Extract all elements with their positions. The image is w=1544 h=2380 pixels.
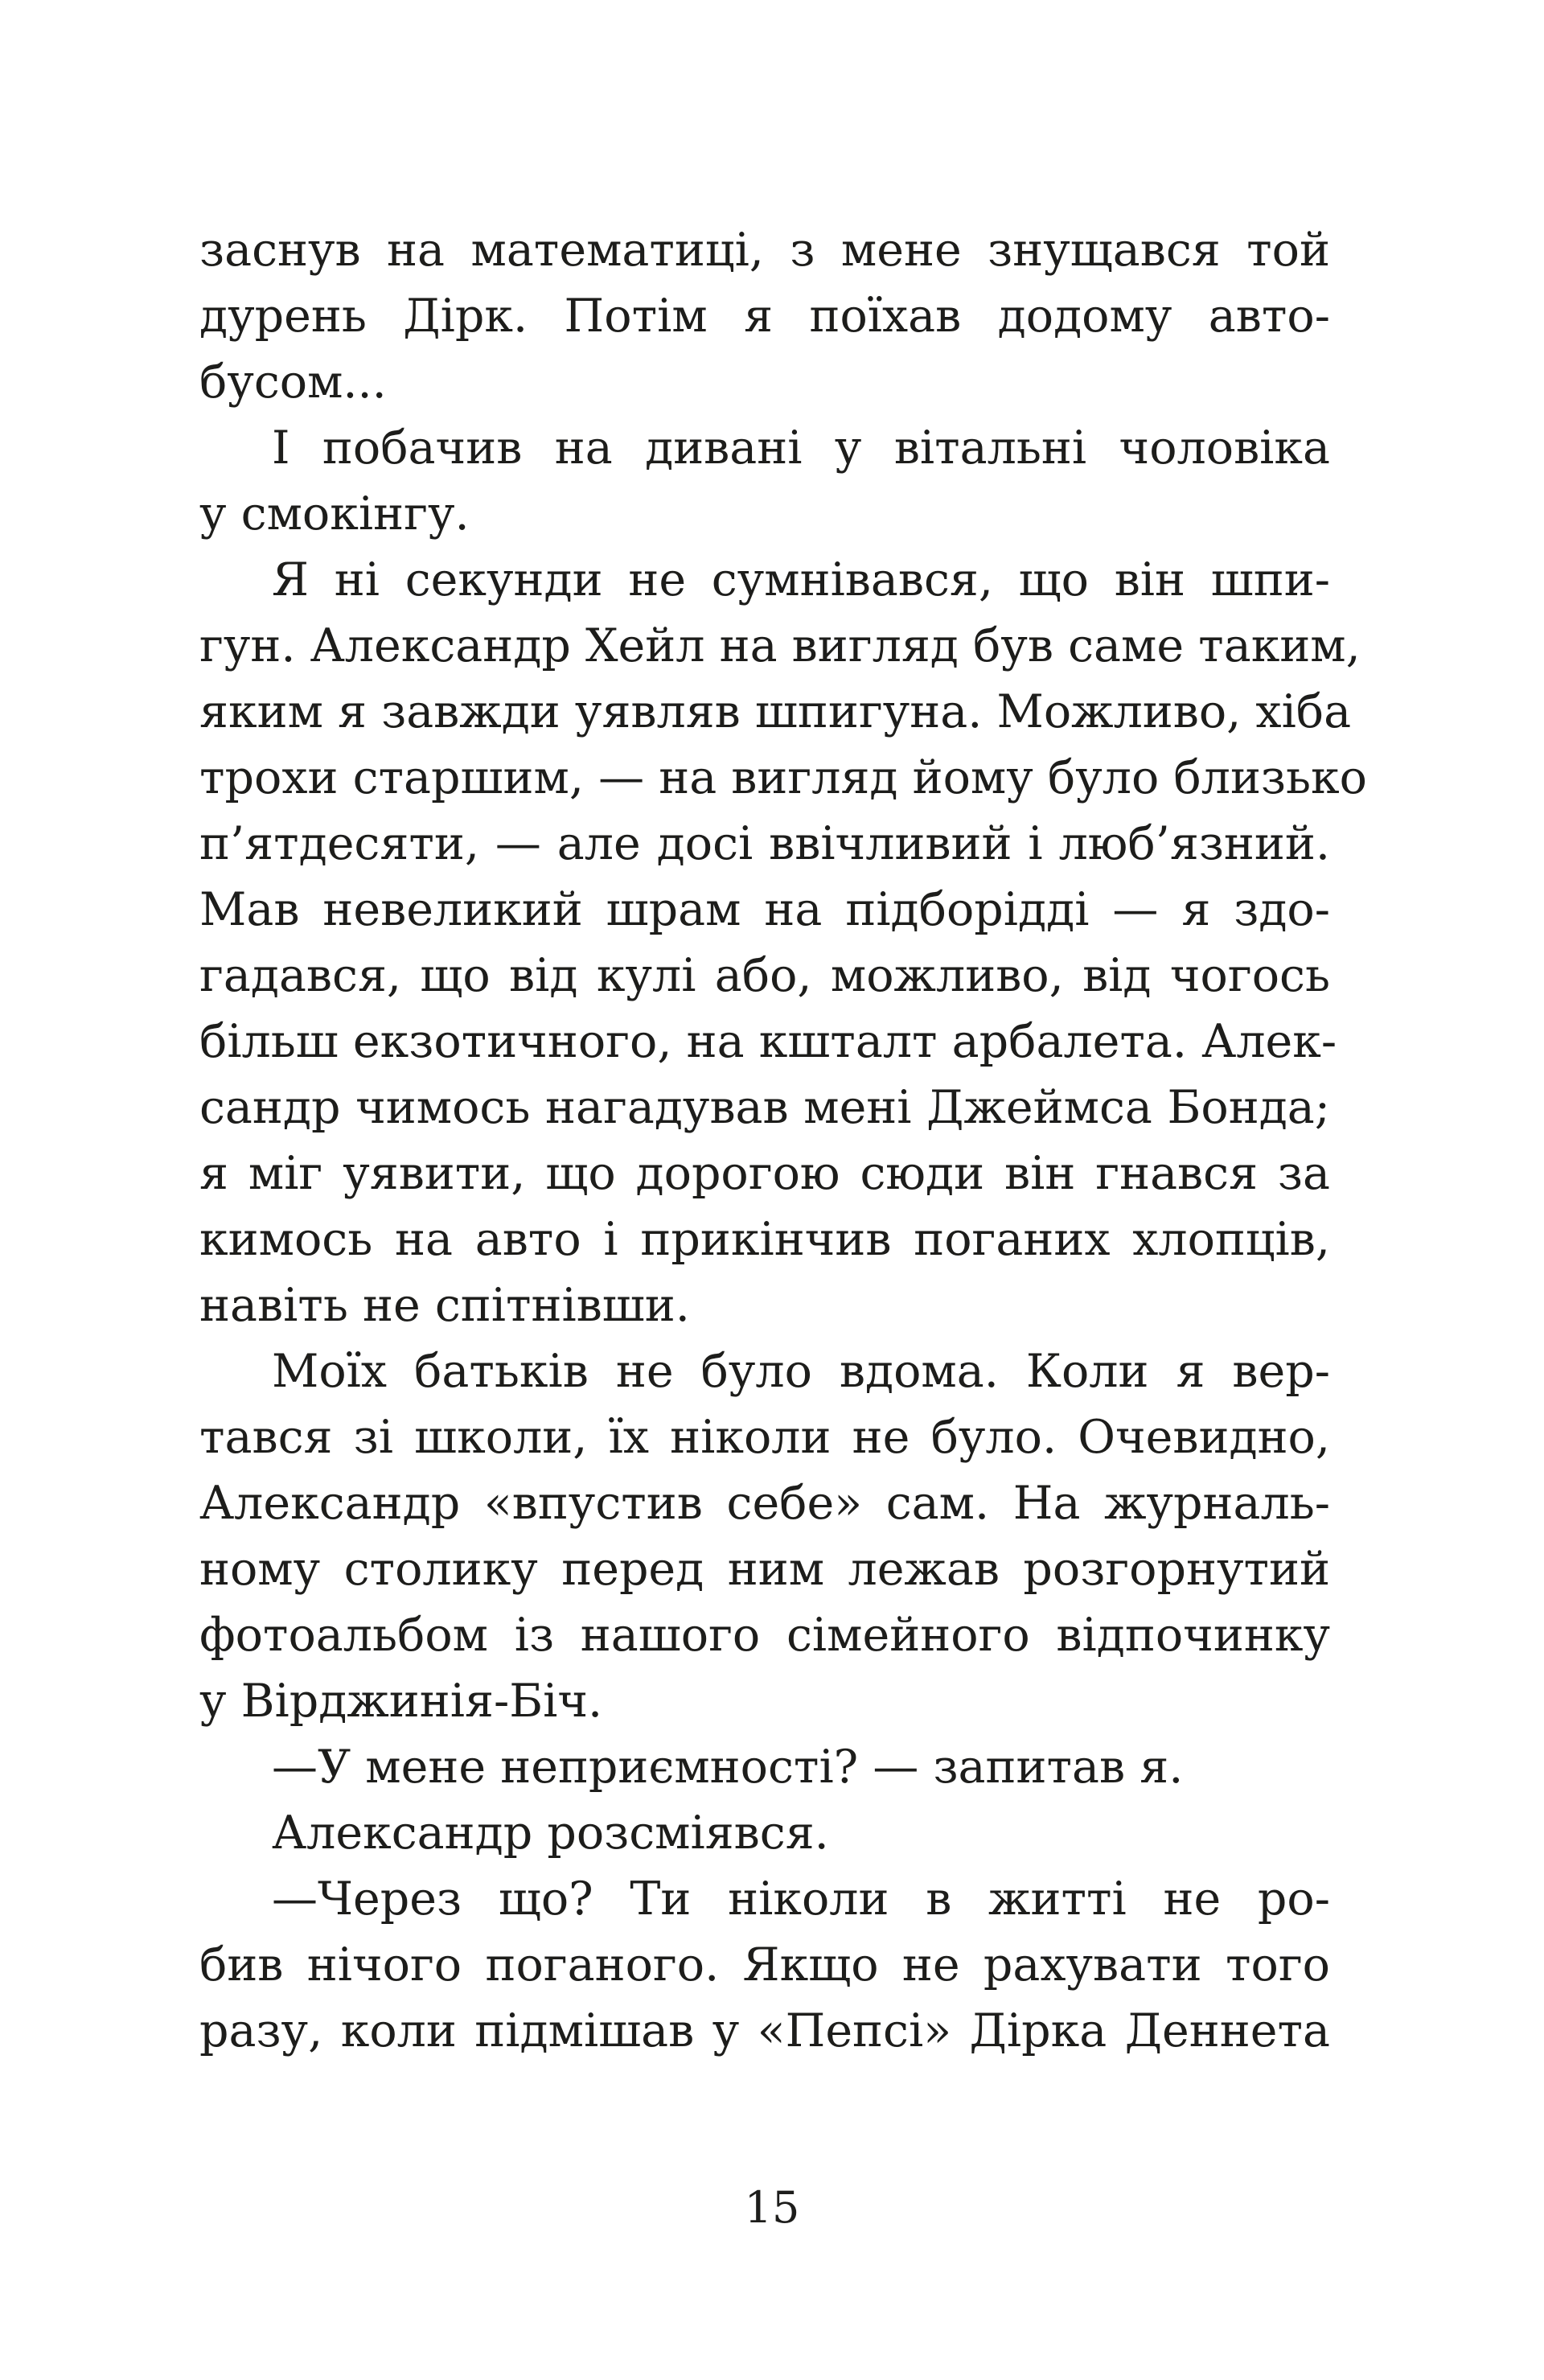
text-line: гадався, що від кулі або, можливо, від чогось [199,949,1330,1002]
body-text [199,217,1367,2064]
dialogue-line: —У мене неприємності? — запитав я. [272,1741,1184,1794]
text-line: п’ятдесяти, — але досі ввічливий і люб’язний. [199,817,1330,870]
text-line: трохи старшим, — на вигляд йому було близько [199,751,1367,804]
text-line: більш екзотичного, на кшталт арбалета. Алек- [199,1015,1337,1068]
text-line: І побачив на дивані у вітальні чоловіка [272,421,1330,475]
text-line: разу, коли підмішав у «Пепсі» Дірка Деннета [199,2004,1330,2057]
text-line: сандр чимось нагадував мені Джеймса Бонда; [199,1081,1330,1134]
text-line: навіть не спітнівши. [199,1279,690,1332]
text-line: Мав невеликий шрам на підборідді — я здо- [199,883,1330,936]
text-line: фотоальбом із нашого сімейного відпочинку [199,1609,1330,1662]
text-line: у Вірджинія-Біч. [199,1675,603,1728]
page-number: 15 [744,2182,800,2233]
text-line: кимось на авто і прикінчив поганих хлопців, [199,1213,1330,1266]
text-line: Александр розсміявся. [272,1807,829,1860]
text-line: тався зі школи, їх ніколи не було. Очевидно, [199,1411,1330,1464]
text-line: Моїх батьків не було вдома. Коли я вер- [272,1345,1330,1398]
text-line: Александр «впустив себе» сам. На журналь- [199,1477,1330,1530]
text-line: бусом... [199,356,387,409]
text-line: Я ні секунди не сумнівався, що він шпи- [272,553,1330,606]
text-line: яким я завжди уявляв шпигуна. Можливо, хіба [199,685,1352,738]
text-line: я міг уявити, що дорогою сюди він гнався за [199,1147,1330,1200]
text-line: бив нічого поганого. Якщо не рахувати того [199,1938,1330,1992]
text-line: дурень Дірк. Потім я поїхав додому авто- [199,290,1330,343]
text-line: гун. Александр Хейл на вигляд був саме таким, [199,619,1361,672]
text-line: заснув на математиці, з мене знущався той [199,224,1330,277]
text-line: ному столику перед ним лежав розгорнутий [199,1543,1330,1596]
dialogue-line: —Через що? Ти ніколи в житті не ро- [272,1872,1330,1926]
text-line: у смокінгу. [199,487,470,541]
